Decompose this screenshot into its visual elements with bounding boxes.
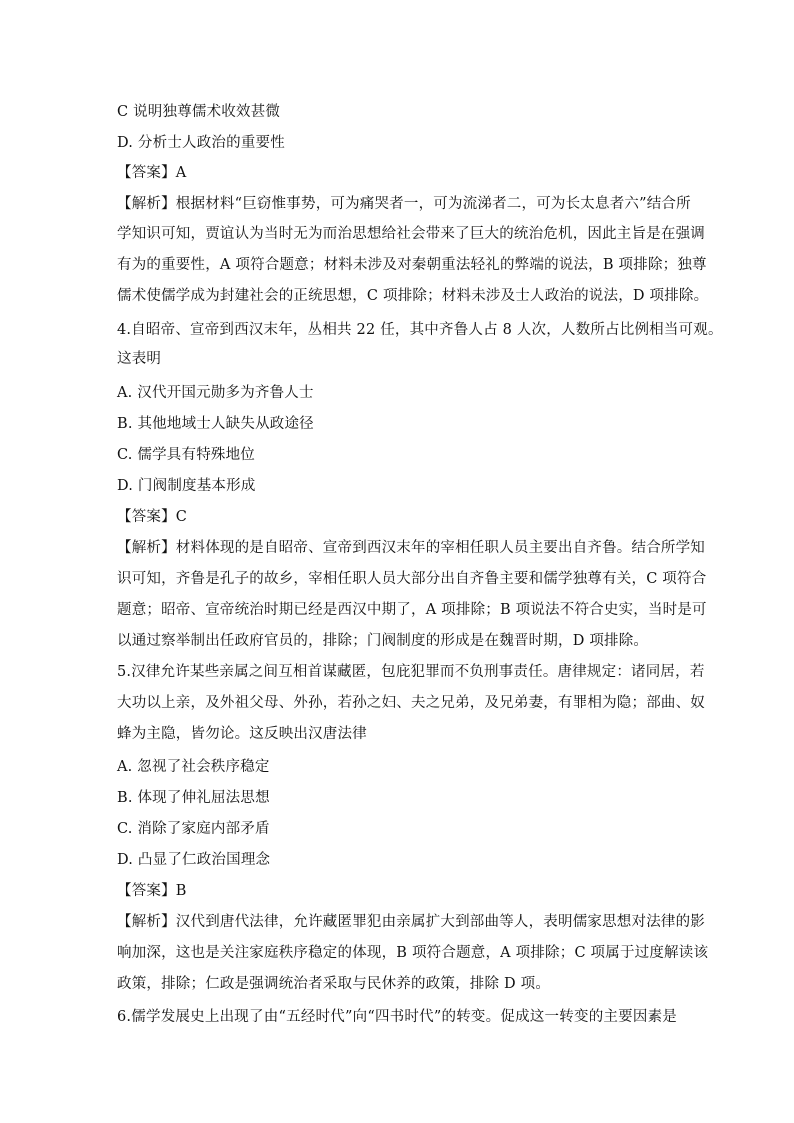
- option-b-q5: B. 体现了伸礼屈法思想: [117, 790, 270, 806]
- question-6-line-1: 6.儒学发展史上出现了由“五经时代”向“四书时代”的转变。促成这一转变的主要因素是: [117, 1009, 677, 1025]
- answer-q3: 【答案】A: [117, 165, 187, 181]
- option-d-q3: D. 分析士人政治的重要性: [117, 135, 285, 151]
- option-d-q4: D. 门阀制度基本形成: [117, 478, 256, 494]
- analysis-q5-line-1: 【解析】汉代到唐代法律，允许藏匿罪犯由亲属扩大到部曲等人，表明儒家思想对法律的影: [117, 914, 705, 930]
- analysis-q3-line-1: 【解析】根据材料“巨窃惟事势，可为痛哭者一，可为流涕者二，可为长太息者六”结合所: [117, 196, 691, 212]
- analysis-q4-line-1: 【解析】材料体现的是自昭帝、宣帝到西汉末年的宰相任职人员主要出自齐鲁。结合所学知: [117, 540, 705, 556]
- answer-q5: 【答案】B: [117, 883, 187, 899]
- analysis-q3-line-4: 儒术使儒学成为封建社会的正统思想，C 项排除；材料未涉及士人政治的说法，D 项排除。: [117, 288, 709, 304]
- analysis-q4-line-4: 以通过察举制出任政府官员的，排除；门阀制度的形成是在魏晋时期，D 项排除。: [117, 633, 649, 649]
- option-d-q5: D. 凸显了仁政治国理念: [117, 852, 271, 868]
- question-5-line-1: 5.汉律允许某些亲属之间互相首谋藏匿，包庇犯罪而不负刑事责任。唐律规定：诸同居，若: [117, 664, 705, 680]
- answer-q4: 【答案】C: [117, 509, 188, 525]
- option-c-q4: C. 儒学具有特殊地位: [117, 447, 255, 463]
- analysis-q4-line-3: 题意；昭帝、宣帝统治时期已经是西汉中期了，A 项排除；B 项说法不符合史实，当时是可: [117, 602, 707, 618]
- analysis-q3-line-2: 学知识可知，贾谊认为当时无为而治思想给社会带来了巨大的统治危机，因此主旨是在强调: [117, 226, 705, 242]
- analysis-q5-line-2: 响加深，这也是关注家庭秩序稳定的体现，B 项符合题意，A 项排除；C 项属于过度解读该: [117, 945, 709, 961]
- option-b-q4: B. 其他地域士人缺失从政途径: [117, 416, 314, 432]
- option-a-q5: A. 忽视了社会秩序稳定: [117, 759, 270, 775]
- question-4-line-2: 这表明: [117, 351, 162, 367]
- option-c-q5: C. 消除了家庭内部矛盾: [117, 821, 270, 837]
- option-a-q4: A. 汉代开国元勋多为齐鲁人士: [117, 385, 314, 401]
- analysis-q3-line-3: 有为的重要性，A 项符合题意；材料未涉及对秦朝重法轻礼的弊端的说法，B 项排除；独尊: [117, 257, 707, 273]
- question-5-line-3: 蜂为主隐，皆勿论。这反映出汉唐法律: [117, 726, 367, 742]
- analysis-q5-line-3: 政策，排除；仁政是强调统治者采取与民休养的政策，排除 D 项。: [117, 976, 551, 992]
- analysis-q4-line-2: 识可知，齐鲁是孔子的故乡，宰相任职人员大部分出自齐鲁主要和儒学独尊有关，C 项符合: [117, 571, 707, 587]
- option-c-q3: C 说明独尊儒术收效甚微: [117, 104, 281, 120]
- question-4-line-1: 4.自昭帝、宣帝到西汉末年，丛相共 22 任，其中齐鲁人占 8 人次，人数所占比例相当可观。: [117, 322, 723, 338]
- question-5-line-2: 大功以上亲，及外祖父母、外孙，若孙之妇、夫之兄弟，及兄弟妻，有罪相为隐；部曲、奴: [117, 695, 705, 711]
